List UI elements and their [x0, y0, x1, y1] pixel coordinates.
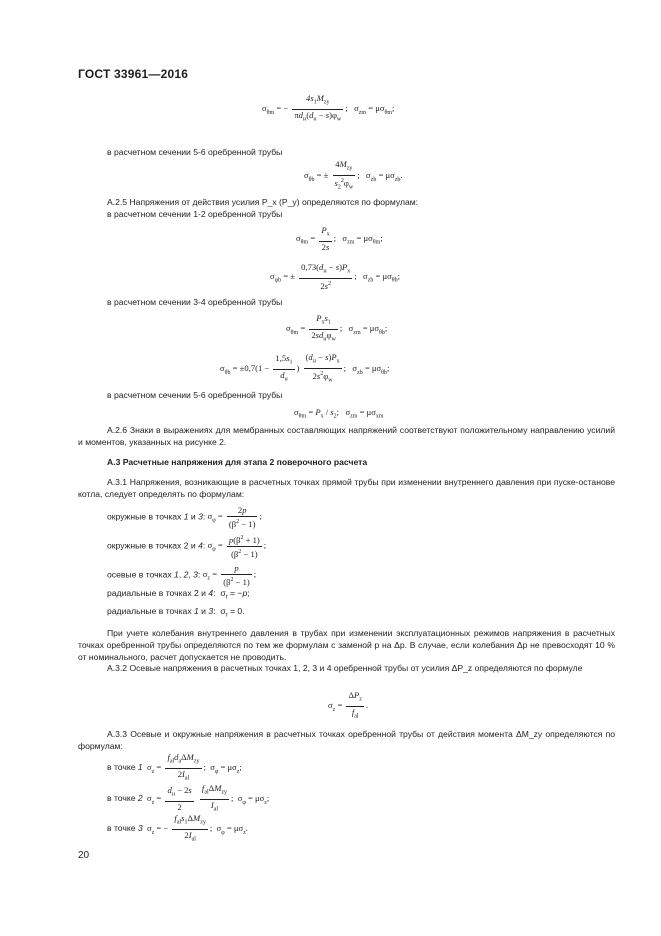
formula-5: $\sigma_{\theta m}$ = $\frac{P_xs_1}{2sd_н\varphi_w}$ ; $\sigma_{zm} = \mu\sigma_{\theta b}$;: [286, 313, 387, 345]
formula-8: $\sigma_z$ = $\frac{\Delta P_z}{f_{al}}$ .: [328, 690, 368, 722]
document-header: ГОСТ 33961—2016: [78, 67, 189, 81]
stress-item-axial: осевые в точках 1, 2, 3: $\sigma_z$ = $\frac{p}{(\beta^2 - 1)}$ ;: [107, 563, 257, 587]
paragraph-a33: А.3.3 Осевые и окружные напряжения в расчетных точках оребренной трубы от действия момента ΔM_zy определяются по формулам:: [78, 729, 615, 751]
paragraph-a32: А.3.2 Осевые напряжения в расчетных точках 1, 2, 3 и 4 оребренной трубы от усилия ΔP_z определяются по формуле: [107, 663, 583, 673]
paragraph-a31: А.3.1 Напряжения, возникающие в расчетных точках прямой трубы при изменении внутреннего давления при пуске-останове котла, следует определять по формулам:: [78, 477, 615, 499]
formula-10: в точке 2 $\sigma_z$ = $\frac{d_н - 2s}{2}$ $\frac{f_{al}\Delta M_{zy}}{I_{al}}$ ; $\sigma_\varphi = \mu\sigma_z$;: [107, 783, 269, 815]
formula-2: $\sigma_{\theta b}$ = ± $\frac{4M_{zy}}{s_2^2\varphi_w}$ ; $\sigma_{zb} = \mu\sigma_{zb}$.: [304, 159, 403, 193]
paragraph-a26: А.2.6 Знаки в выражениях для мембранных составляющих напряжений соответствуют положительному направлению усилий и моментов, указанных на рисунке 2.: [78, 425, 615, 447]
paragraph-section-5-6-b: в расчетном сечении 5-6 оребренной трубы: [107, 390, 283, 400]
formula-11: в точке 3 $\sigma_z$ = − $\frac{f_{al}s_1\Delta M_{zy}}{2I_{al}}$ ; $\sigma_\varphi = \mu\sigma_z$.: [107, 813, 248, 845]
stress-item-radial-2-4: радиальные в точках 2 и 4: $\sigma_r = -p$;: [107, 588, 250, 601]
paragraph-section-1-2: в расчетном сечении 1-2 оребренной трубы: [107, 209, 283, 219]
formula-1: $\sigma_{\theta m}$ = − $\frac{4s_1M_{zy}}{\pi d_н(d_н - s)\varphi_w}$ ; $\sigma_{zm} = \mu\sigma_{\theta m}$;: [262, 93, 394, 125]
stress-item-hoop-2-4: окружные в точках 2 и 4: $\sigma_\varphi$ = $\frac{p(\beta^2 + 1)}{(\beta^2 - 1)}$ ;: [107, 534, 267, 559]
stress-item-hoop-1-3: окружные в точках 1 и 3: $\sigma_\varphi$ = $\frac{2p}{(\beta^2 - 1)}$ ;: [107, 505, 262, 529]
formula-7: $\sigma_{\theta m} = P_x / s_2$; $\sigma_{zm} = \mu\sigma_{xm}$: [294, 407, 384, 420]
stress-item-radial-1-3: радиальные в точках 1 и 3: $\sigma_r = 0$.: [107, 606, 245, 619]
page-number: 20: [78, 850, 90, 861]
paragraph-pressure-variation: При учете колебания внутреннего давления в трубах при изменении эксплуатационных режимов напряжения в расчетных точках оребренной трубы определяются по тем же формулам с заменой p на Δp. В случае, если колебания Δp не превосходят 10 % от номинального, расчет допускается не проводить.: [78, 628, 615, 662]
formula-3: $\sigma_{\theta m}$ = $\frac{P_x}{2s}$ ; $\sigma_{zm} = \mu\sigma_{\theta m}$;: [296, 225, 383, 252]
paragraph-section-3-4: в расчетном сечении 3-4 оребренной трубы: [107, 297, 283, 307]
formula-4: $\sigma_{\varphi b}$ = ± $\frac{0,73(d_н - s)P_x}{2s^2}$ ; $\sigma_{zb} = \mu\sigma_{\theta b}$;: [270, 262, 400, 291]
paragraph-a25: А.2.5 Напряжения от действия усилия P_x (P_y) определяются по формулам:: [107, 197, 419, 207]
formula-9: в точке 1 $\sigma_z$ = $\frac{f_{al}d_a\Delta M_{zy}}{2I_{al}}$ ; $\sigma_\varphi = \mu\sigma_z$;: [107, 752, 242, 784]
section-heading-a3: А.3 Расчетные напряжения для этапа 2 поверочного расчета: [107, 457, 368, 467]
paragraph-section-5-6: в расчетном сечении 5-6 оребренной трубы: [107, 147, 283, 157]
formula-6: $\sigma_{\theta b} = \pm 0,7(1$ − $\frac{1,5s_1}{d_н}$ ) $\frac{(d_н - s)P_x}{2s^2\varphi_w}$ ; $\sigma_{zb} = \mu\sigma_{\theta b}$;: [220, 352, 389, 386]
